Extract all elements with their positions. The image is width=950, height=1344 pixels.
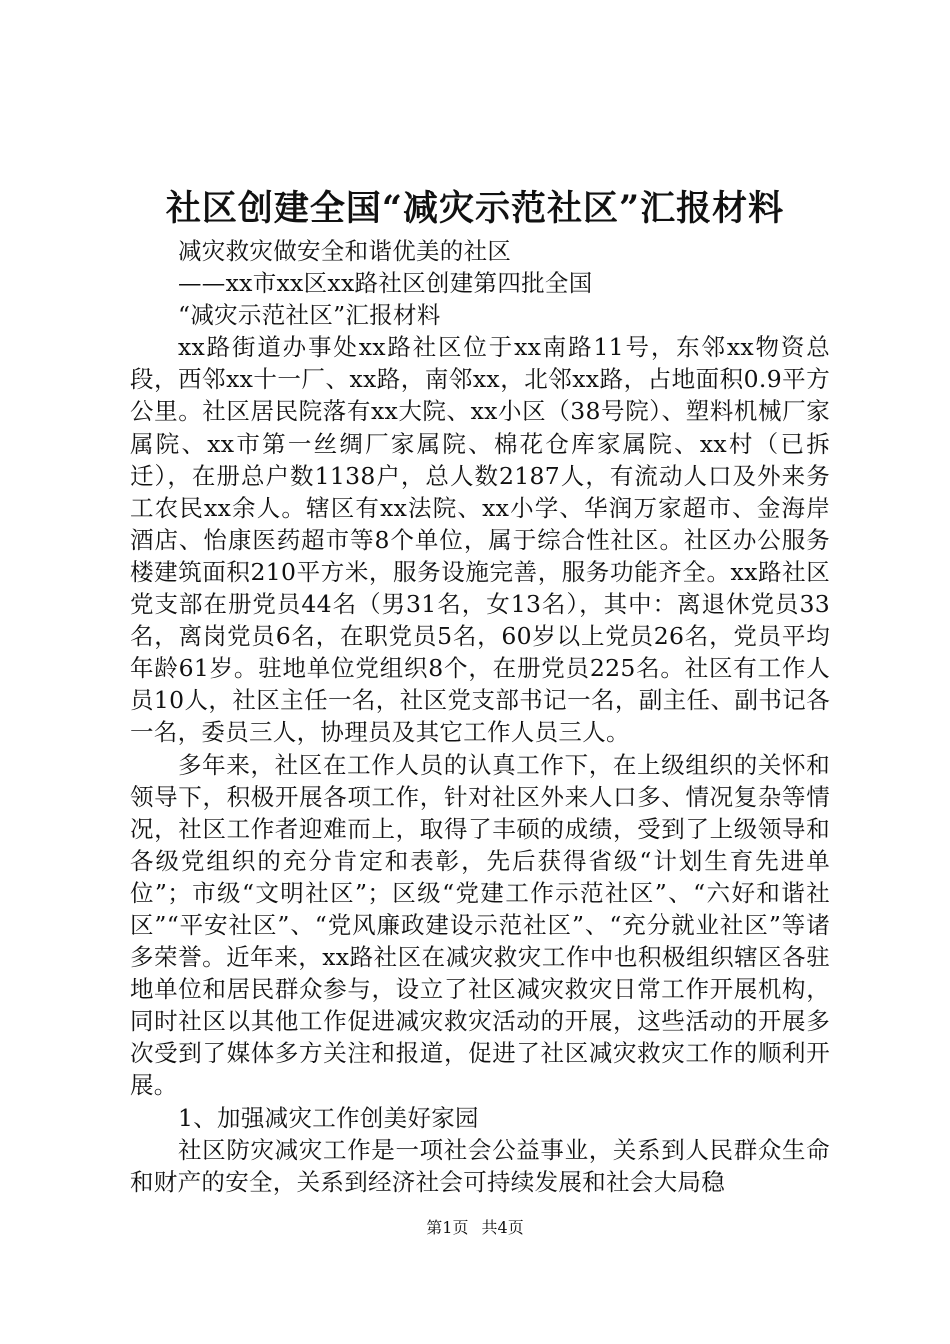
paragraph-achievements: 多年来，社区在工作人员的认真工作下，在上级组织的关怀和领导下，积极开展各项工作，针对社区外来人口多、情况复杂等情况，社区工作者迎难而上，取得了丰硕的成绩，受到了上级领导和各级党组织的充分肯定和表彰，先后获得省级“计划生育先进单位”；市级“文明社区”；区级“党建工作示范社区”、“六好和谐社区”“平安社区”、“党风廉政建设示范社区”、“充分就业社区”等诸多荣誉。近年来，xx路社区在减灾救灾工作中也积极组织辖区各驻地单位和居民群众参与，设立了社区减灾救灾日常工作开展机构，同时社区以其他工作促进减灾救灾活动的开展，这些活动的开展多次受到了媒体多方关注和报道，促进了社区减灾救灾工作的顺利开展。 bbox=[130, 750, 830, 1100]
subtitle-line-3: “减灾示范社区”汇报材料 bbox=[178, 301, 441, 330]
subtitle-line-2: ——xx市xx区xx路社区创建第四批全国 bbox=[178, 269, 593, 298]
document-body bbox=[130, 235, 830, 1198]
section-heading: 1、加强减灾工作创美好家园 bbox=[178, 1103, 479, 1132]
page-total: 共4页 bbox=[481, 1218, 524, 1237]
page-number: 第1页 bbox=[426, 1218, 469, 1237]
document-title: 社区创建全国“减灾示范社区”汇报材料 bbox=[165, 188, 785, 229]
page-footer bbox=[0, 1217, 950, 1239]
subtitle-line-1: 减灾救灾做安全和谐优美的社区 bbox=[178, 237, 512, 265]
paragraph-disaster-prevention: 社区防灾减灾工作是一项社会公益事业，关系到人民群众生命和财产的安全，关系到经济社会可持续发展和社会大局稳 bbox=[130, 1135, 830, 1196]
paragraph-community-overview: xx路街道办事处xx路社区位于xx南路11号，东邻xx物资总段，西邻xx十一厂、xx路，南邻xx，北邻xx路，占地面积0.9平方公里。社区居民院落有xx大院、xx小区（38号院）、塑料机械厂家属院、xx市第一丝绸厂家属院、棉花仓库家属院、xx村（已拆迁），在册总户数1138户，总人数2187人，有流动人口及外来务工农民xx余人。辖区有xx法院、xx小学、华润万家超市、金海岸酒店、怡康医药超市等8个单位，属于综合性社区。社区办公服务楼建筑面积210平方米，服务设施完善，服务功能齐全。xx路社区党支部在册党员44名（男31名，女13名），其中：离退休党员33名，离岗党员6名，在职党员5名，60岁以上党员26名，党员平均年龄61岁。驻地单位党组织8个，在册党员225名。社区有工作人员10人，社区主任一名，社区党支部书记一名，副主任、副书记各一名，委员三人，协理员及其它工作人员三人。 bbox=[130, 333, 830, 747]
